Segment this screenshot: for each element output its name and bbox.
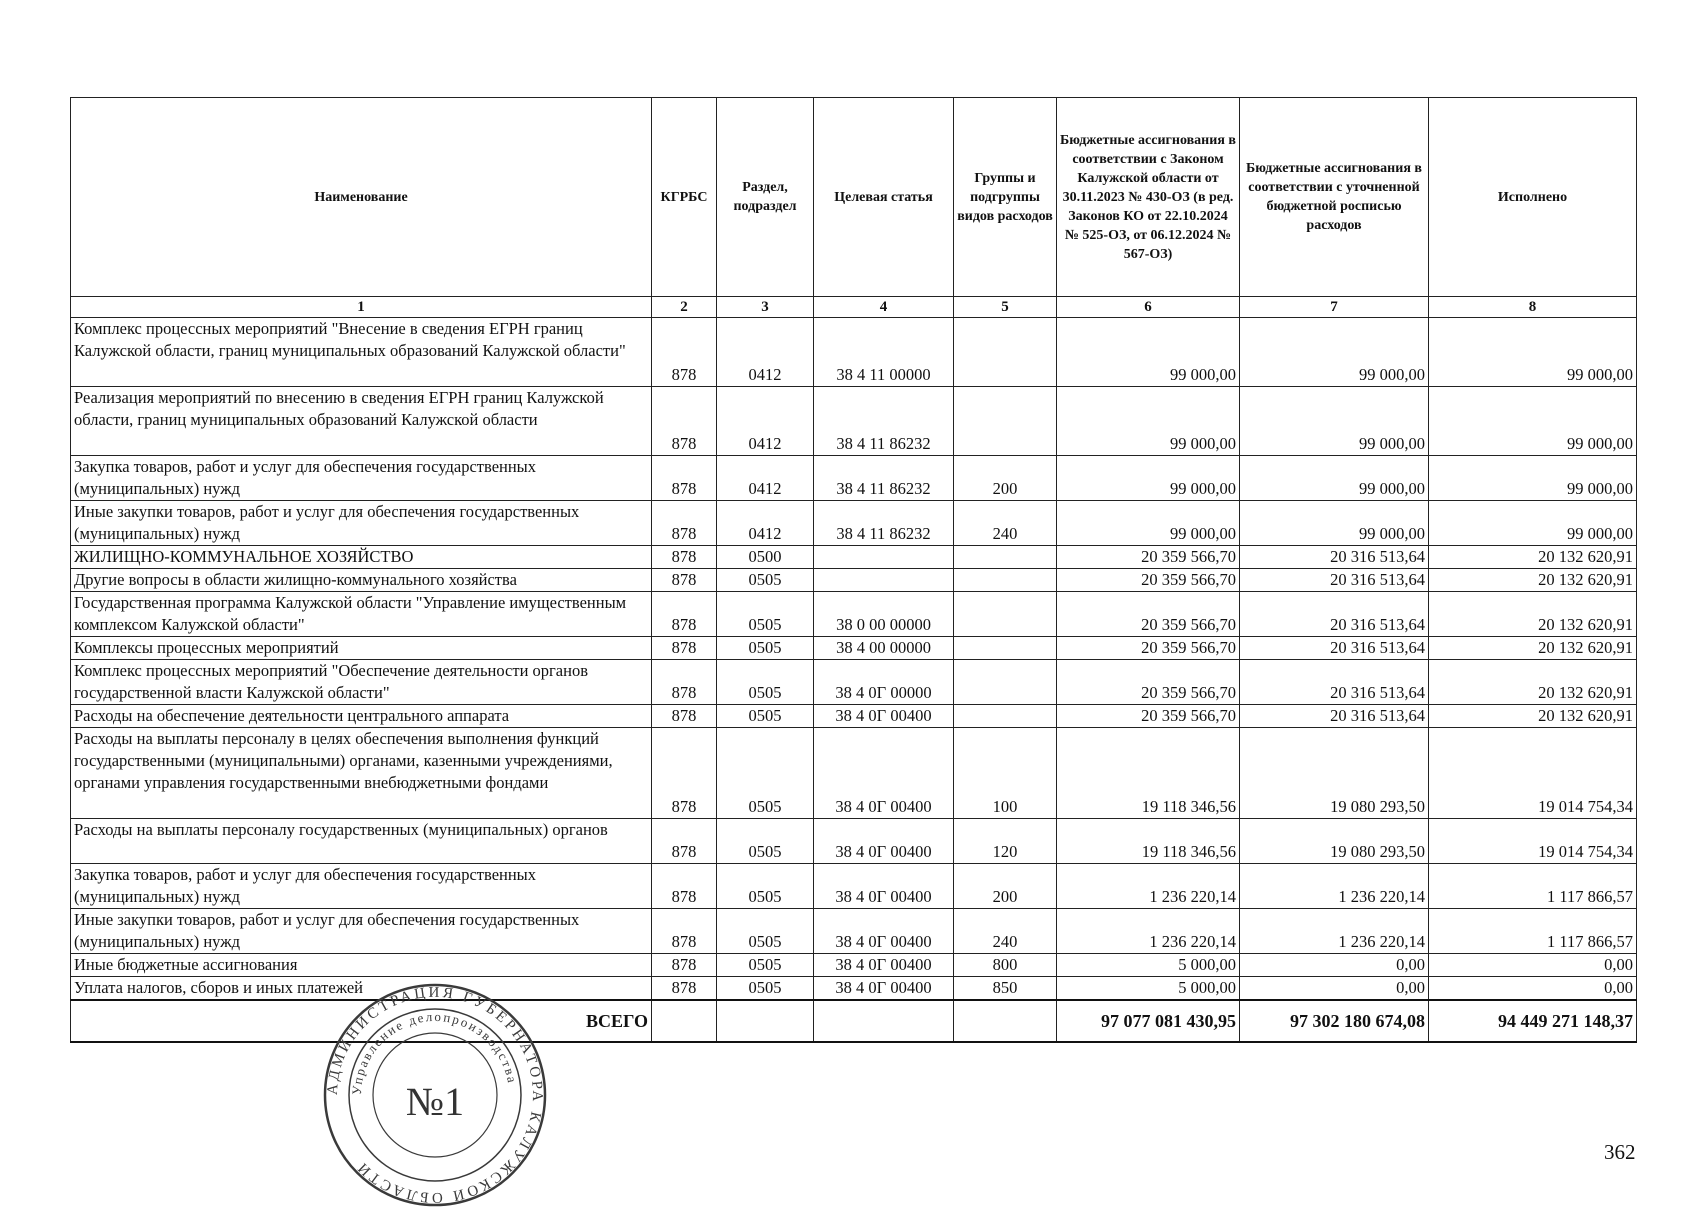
row-law: 19 118 346,56: [1057, 819, 1240, 864]
row-executed: 20 132 620,91: [1429, 546, 1637, 569]
row-section: 0505: [717, 909, 814, 954]
row-section: 0505: [717, 660, 814, 705]
row-kgrbs: 878: [652, 592, 717, 637]
table-row: [71, 501, 1637, 546]
row-group: [954, 592, 1057, 637]
table-row: [71, 977, 1637, 1001]
row-executed: 0,00: [1429, 954, 1637, 977]
row-name: Другие вопросы в области жилищно-коммунального хозяйства: [71, 569, 652, 592]
col-number: 4: [814, 297, 954, 318]
row-name: Государственная программа Калужской области "Управление имущественным комплексом Калужской области": [71, 592, 652, 637]
row-refined: 0,00: [1240, 977, 1429, 1001]
row-target: 38 4 0Г 00400: [814, 819, 954, 864]
col-number: 6: [1057, 297, 1240, 318]
row-name: Расходы на выплаты персоналу государственных (муниципальных) органов: [71, 819, 652, 864]
header-section: Раздел, подраздел: [717, 98, 814, 297]
row-refined: 19 080 293,50: [1240, 819, 1429, 864]
row-kgrbs: 878: [652, 501, 717, 546]
row-executed: 19 014 754,34: [1429, 819, 1637, 864]
table-row: [71, 909, 1637, 954]
row-executed: 20 132 620,91: [1429, 569, 1637, 592]
table-body: [71, 318, 1637, 1001]
row-name: Иные закупки товаров, работ и услуг для обеспечения государственных (муниципальных) нужд: [71, 909, 652, 954]
row-kgrbs: 878: [652, 819, 717, 864]
row-refined: 20 316 513,64: [1240, 637, 1429, 660]
table-row: [71, 387, 1637, 456]
row-target: [814, 546, 954, 569]
row-law: 19 118 346,56: [1057, 728, 1240, 819]
row-law: 1 236 220,14: [1057, 909, 1240, 954]
row-law: 5 000,00: [1057, 977, 1240, 1001]
row-kgrbs: 878: [652, 909, 717, 954]
row-executed: 20 132 620,91: [1429, 705, 1637, 728]
row-name: Реализация мероприятий по внесению в сведения ЕГРН границ Калужской области, границ муниципальных образований Калужской области: [71, 387, 652, 456]
row-name: Комплекс процессных мероприятий "Обеспечение деятельности органов государственной власти Калужской области": [71, 660, 652, 705]
col-number: 7: [1240, 297, 1429, 318]
row-name: Уплата налогов, сборов и иных платежей: [71, 977, 652, 1001]
row-kgrbs: 878: [652, 660, 717, 705]
row-refined: 0,00: [1240, 954, 1429, 977]
row-refined: 20 316 513,64: [1240, 569, 1429, 592]
row-refined: 99 000,00: [1240, 456, 1429, 501]
row-kgrbs: 878: [652, 977, 717, 1001]
row-group: [954, 637, 1057, 660]
row-target: 38 4 11 86232: [814, 387, 954, 456]
row-executed: 19 014 754,34: [1429, 728, 1637, 819]
row-kgrbs: 878: [652, 728, 717, 819]
col-number: 5: [954, 297, 1057, 318]
row-section: 0505: [717, 977, 814, 1001]
col-number: 2: [652, 297, 717, 318]
row-target: 38 4 0Г 00400: [814, 864, 954, 909]
table-row: [71, 546, 1637, 569]
row-group: 100: [954, 728, 1057, 819]
row-law: 20 359 566,70: [1057, 546, 1240, 569]
row-group: 800: [954, 954, 1057, 977]
row-executed: 0,00: [1429, 977, 1637, 1001]
stamp-outer-text: АДМИНИСТРАЦИЯ ГУБЕРНАТОРА КАЛУЖСКОЙ ОБЛАСТИ: [324, 984, 546, 1206]
row-name: Закупка товаров, работ и услуг для обеспечения государственных (муниципальных) нужд: [71, 456, 652, 501]
row-target: 38 4 0Г 00400: [814, 909, 954, 954]
row-group: 850: [954, 977, 1057, 1001]
budget-table: [70, 97, 1637, 1043]
row-section: 0505: [717, 954, 814, 977]
header-target: Целевая статья: [814, 98, 954, 297]
row-executed: 20 132 620,91: [1429, 592, 1637, 637]
table-row: [71, 592, 1637, 637]
row-executed: 1 117 866,57: [1429, 909, 1637, 954]
row-section: 0505: [717, 728, 814, 819]
row-name: Расходы на выплаты персоналу в целях обеспечения выполнения функций государственными (муниципальными) органами, казенными учреждениями, органами управления государственными внебюджетными фондами: [71, 728, 652, 819]
row-name: Комплексы процессных мероприятий: [71, 637, 652, 660]
total-label: ВСЕГО: [71, 1000, 652, 1042]
table-row: [71, 864, 1637, 909]
row-refined: 20 316 513,64: [1240, 660, 1429, 705]
row-name: Иные бюджетные ассигнования: [71, 954, 652, 977]
table-row: [71, 660, 1637, 705]
row-kgrbs: 878: [652, 456, 717, 501]
row-section: 0505: [717, 864, 814, 909]
table-row: [71, 456, 1637, 501]
total-executed: 94 449 271 148,37: [1429, 1000, 1637, 1042]
row-section: 0412: [717, 387, 814, 456]
row-group: [954, 705, 1057, 728]
row-law: 99 000,00: [1057, 456, 1240, 501]
row-kgrbs: 878: [652, 637, 717, 660]
row-kgrbs: 878: [652, 705, 717, 728]
row-section: 0505: [717, 637, 814, 660]
table-row: [71, 569, 1637, 592]
row-section: 0412: [717, 456, 814, 501]
row-section: 0412: [717, 318, 814, 387]
total-row: [71, 1000, 1637, 1042]
row-executed: 20 132 620,91: [1429, 660, 1637, 705]
row-section: 0505: [717, 592, 814, 637]
row-section: 0505: [717, 705, 814, 728]
row-target: 38 4 0Г 00400: [814, 954, 954, 977]
row-refined: 20 316 513,64: [1240, 546, 1429, 569]
row-group: [954, 546, 1057, 569]
row-refined: 99 000,00: [1240, 501, 1429, 546]
row-group: [954, 660, 1057, 705]
row-executed: 1 117 866,57: [1429, 864, 1637, 909]
header-groups: Группы и подгруппы видов расходов: [954, 98, 1057, 297]
row-refined: 99 000,00: [1240, 387, 1429, 456]
row-name: Расходы на обеспечение деятельности центрального аппарата: [71, 705, 652, 728]
row-law: 20 359 566,70: [1057, 592, 1240, 637]
header-executed: Исполнено: [1429, 98, 1637, 297]
row-executed: 99 000,00: [1429, 501, 1637, 546]
row-executed: 99 000,00: [1429, 387, 1637, 456]
row-law: 99 000,00: [1057, 501, 1240, 546]
row-law: 20 359 566,70: [1057, 569, 1240, 592]
row-section: 0505: [717, 569, 814, 592]
row-target: 38 4 0Г 00400: [814, 705, 954, 728]
stamp-inner-text: Управление делопроизводства: [348, 1008, 521, 1096]
stamp-number: №1: [405, 1079, 465, 1124]
row-executed: 20 132 620,91: [1429, 637, 1637, 660]
header-name: Наименование: [71, 98, 652, 297]
row-section: 0412: [717, 501, 814, 546]
row-name: Иные закупки товаров, работ и услуг для обеспечения государственных (муниципальных) нужд: [71, 501, 652, 546]
row-law: 20 359 566,70: [1057, 660, 1240, 705]
row-section: 0505: [717, 819, 814, 864]
header-refined-allocations: Бюджетные ассигнования в соответствии с уточненной бюджетной росписью расходов: [1240, 98, 1429, 297]
table-row: [71, 637, 1637, 660]
row-executed: 99 000,00: [1429, 318, 1637, 387]
row-group: 200: [954, 456, 1057, 501]
row-refined: 1 236 220,14: [1240, 909, 1429, 954]
row-refined: 19 080 293,50: [1240, 728, 1429, 819]
row-kgrbs: 878: [652, 318, 717, 387]
row-kgrbs: 878: [652, 864, 717, 909]
row-group: 120: [954, 819, 1057, 864]
total-law: 97 077 081 430,95: [1057, 1000, 1240, 1042]
row-kgrbs: 878: [652, 954, 717, 977]
row-kgrbs: 878: [652, 546, 717, 569]
row-refined: 20 316 513,64: [1240, 592, 1429, 637]
row-group: [954, 387, 1057, 456]
official-stamp: [320, 980, 550, 1210]
row-executed: 99 000,00: [1429, 456, 1637, 501]
row-target: 38 4 0Г 00400: [814, 728, 954, 819]
row-target: [814, 569, 954, 592]
table-row: [71, 318, 1637, 387]
row-group: 200: [954, 864, 1057, 909]
row-target: 38 4 11 86232: [814, 456, 954, 501]
row-target: 38 4 0Г 00400: [814, 977, 954, 1001]
row-law: 99 000,00: [1057, 387, 1240, 456]
row-name: Комплекс процессных мероприятий "Внесение в сведения ЕГРН границ Калужской области, границ муниципальных образований Калужской области": [71, 318, 652, 387]
row-law: 20 359 566,70: [1057, 637, 1240, 660]
row-group: [954, 569, 1057, 592]
row-section: 0500: [717, 546, 814, 569]
row-target: 38 4 11 00000: [814, 318, 954, 387]
col-number: 1: [71, 297, 652, 318]
row-target: 38 4 0Г 00000: [814, 660, 954, 705]
page-number: 362: [1604, 1140, 1636, 1164]
row-group: [954, 318, 1057, 387]
row-refined: 1 236 220,14: [1240, 864, 1429, 909]
total-refined: 97 302 180 674,08: [1240, 1000, 1429, 1042]
table-row: [71, 728, 1637, 819]
header-law-allocations: Бюджетные ассигнования в соответствии с Законом Калужской области от 30.11.2023 № 430-ОЗ (в ред. Законов КО от 22.10.2024 № 525-ОЗ, от 06.12.2024 № 567-ОЗ): [1057, 98, 1240, 297]
header-kgrbs: КГРБС: [652, 98, 717, 297]
row-refined: 99 000,00: [1240, 318, 1429, 387]
row-kgrbs: 878: [652, 387, 717, 456]
row-law: 20 359 566,70: [1057, 705, 1240, 728]
row-group: 240: [954, 501, 1057, 546]
table-row: [71, 954, 1637, 977]
row-group: 240: [954, 909, 1057, 954]
row-law: 1 236 220,14: [1057, 864, 1240, 909]
row-refined: 20 316 513,64: [1240, 705, 1429, 728]
row-law: 5 000,00: [1057, 954, 1240, 977]
row-target: 38 4 11 86232: [814, 501, 954, 546]
row-name: ЖИЛИЩНО-КОММУНАЛЬНОЕ ХОЗЯЙСТВО: [71, 546, 652, 569]
row-target: 38 4 00 00000: [814, 637, 954, 660]
row-name: Закупка товаров, работ и услуг для обеспечения государственных (муниципальных) нужд: [71, 864, 652, 909]
col-number: 8: [1429, 297, 1637, 318]
row-target: 38 0 00 00000: [814, 592, 954, 637]
table-row: [71, 705, 1637, 728]
row-law: 99 000,00: [1057, 318, 1240, 387]
table-row: [71, 819, 1637, 864]
col-number: 3: [717, 297, 814, 318]
row-kgrbs: 878: [652, 569, 717, 592]
